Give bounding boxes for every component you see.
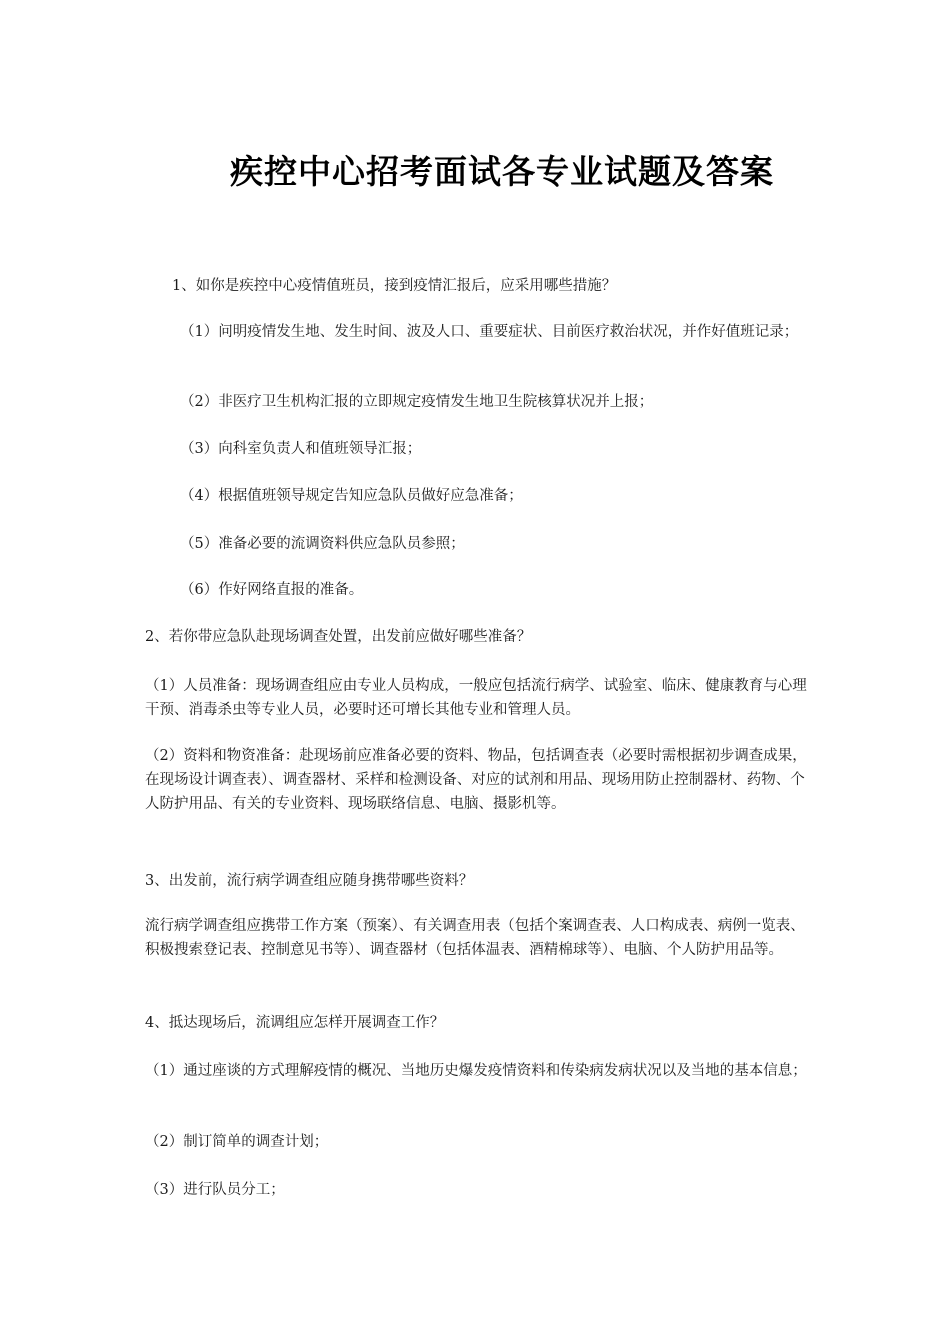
question-1: 1、如你是疾控中心疫情值班员，接到疫情汇报后，应采用哪些措施？ <box>172 278 617 294</box>
answer-1-item-4: （4）根据值班领导规定告知应急队员做好应急准备； <box>180 488 523 504</box>
answer-1-item-6: （6）作好网络直报的准备。 <box>180 582 364 598</box>
question-4: 4、抵达现场后，流调组应怎样开展调查工作？ <box>145 1015 445 1031</box>
answer-4-item-1: （1）通过座谈的方式理解疫情的概况、当地历史爆发疫情资料和传染病发病状况以及当地的基本信息； <box>145 1063 807 1079</box>
question-2: 2、若你带应急队赴现场调查处置，出发前应做好哪些准备？ <box>145 629 532 645</box>
document-title: 疾控中心招考面试各专业试题及答案 <box>230 152 774 191</box>
answer-4-item-2: （2）制订简单的调查计划； <box>145 1134 329 1150</box>
answer-4-item-3: （3）进行队员分工； <box>145 1182 285 1198</box>
answer-2-item-1: （1）人员准备：现场调查组应由专业人员构成，一般应包括流行病学、试验室、临床、健康教育与心理干预、消毒杀虫等专业人员，必要时还可增长其他专业和管理人员。 <box>145 678 807 718</box>
answer-2-item-2: （2）资料和物资准备：赴现场前应准备必要的资料、物品，包括调查表（必要时需根据初步调查成果，在现场设计调查表）、调查器材、采样和检测设备、对应的试剂和用品、现场用防止控制器材、药物、个人防护用品、有关的专业资料、现场联络信息、电脑、摄影机等。 <box>145 748 807 812</box>
answer-1-item-3: （3）向科室负责人和值班领导汇报； <box>180 441 422 457</box>
question-3: 3、出发前，流行病学调查组应随身携带哪些资料？ <box>145 873 474 889</box>
answer-3: 流行病学调查组应携带工作方案（预案）、有关调查用表（包括个案调查表、人口构成表、病例一览表、积极搜索登记表、控制意见书等）、调查器材（包括体温表、酒精棉球等）、电脑、个人防护用品等。 <box>145 918 805 958</box>
answer-1-item-2: （2）非医疗卫生机构汇报的立即规定疫情发生地卫生院核算状况并上报； <box>180 394 654 410</box>
answer-1-item-5: （5）准备必要的流调资料供应急队员参照； <box>180 536 465 552</box>
answer-1-item-1: （1）问明疫情发生地、发生时间、波及人口、重要症状、目前医疗救治状况，并作好值班记录； <box>180 324 799 340</box>
